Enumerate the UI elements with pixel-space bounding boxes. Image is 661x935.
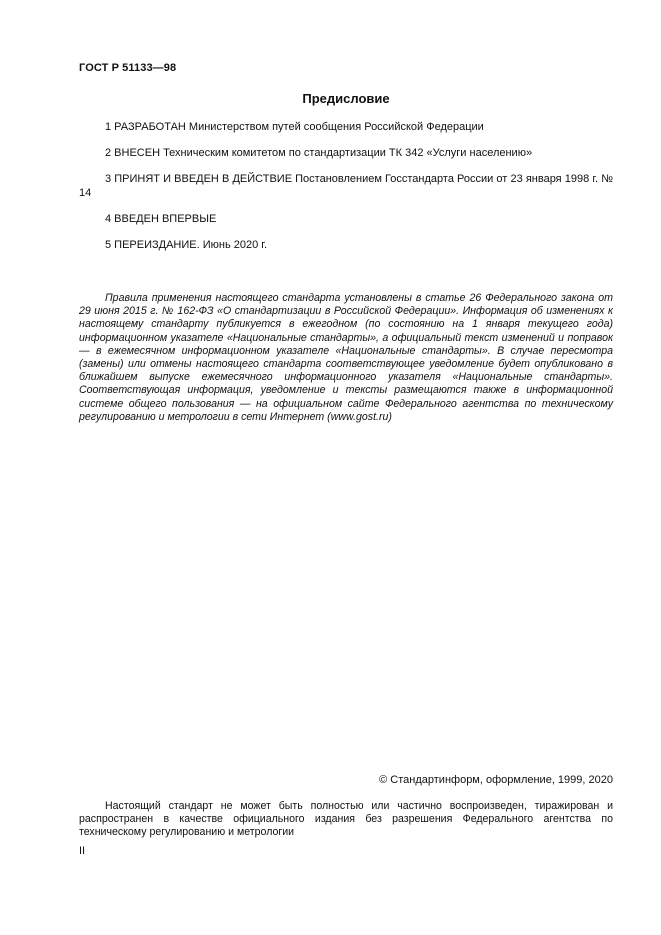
legal-note: Правила применения настоящего стандарта установлены в статье 26 Федерального закона от 29 июня 2015 г. № 162-ФЗ «О стандартизации в Российской Федерации». Информация об изменениях к настоящему стандарту публикуется в ежегодном (по состоянию на 1 января текущего года) информационном указателе «Национальные стандарты», а официальный текст изменений и поправок — в ежемесячном информационном указателе «Национальные стандарты». В случае пересмотра (замены) или отмены настоящего стандарта соответствующее уведомление будет опубликовано в ближайшем выпуске ежемесячного информационного указателя «Национальные стандарты». Соответствующая информация, уведомление и тексты размещаются также в информационной системе общего пользования — на официальном сайте Федерального агентства по техническому регулированию и метрологии в сети Интернет (www.gost.ru) bbox=[79, 292, 613, 423]
page-title: Предисловие bbox=[302, 91, 390, 106]
page-number: II bbox=[79, 845, 86, 857]
copyright-notice: © Стандартинформ, оформление, 1999, 2020 bbox=[379, 774, 613, 786]
foreword-item-adopted: 3 ПРИНЯТ И ВВЕДЕН В ДЕЙСТВИЕ Постановлением Госстандарта России от 23 января 1998 г. № 14 bbox=[79, 173, 613, 199]
foreword-item-reissue: 5 ПЕРЕИЗДАНИЕ. Июнь 2020 г. bbox=[105, 239, 267, 251]
foreword-item-developed: 1 РАЗРАБОТАН Министерством путей сообщения Российской Федерации bbox=[105, 121, 484, 133]
foreword-list bbox=[79, 120, 613, 264]
standard-code: ГОСТ Р 51133—98 bbox=[79, 62, 177, 74]
foreword-item-first-introduced: 4 ВВЕДЕН ВПЕРВЫЕ bbox=[105, 213, 217, 225]
foreword-item-submitted: 2 ВНЕСЕН Техническим комитетом по стандартизации ТК 342 «Услуги населению» bbox=[105, 147, 533, 159]
reproduction-notice: Настоящий стандарт не может быть полностью или частично воспроизведен, тиражирован и распространен в качестве официального издания без разрешения Федерального агентства по техническому регулированию и метрологии bbox=[79, 800, 613, 839]
